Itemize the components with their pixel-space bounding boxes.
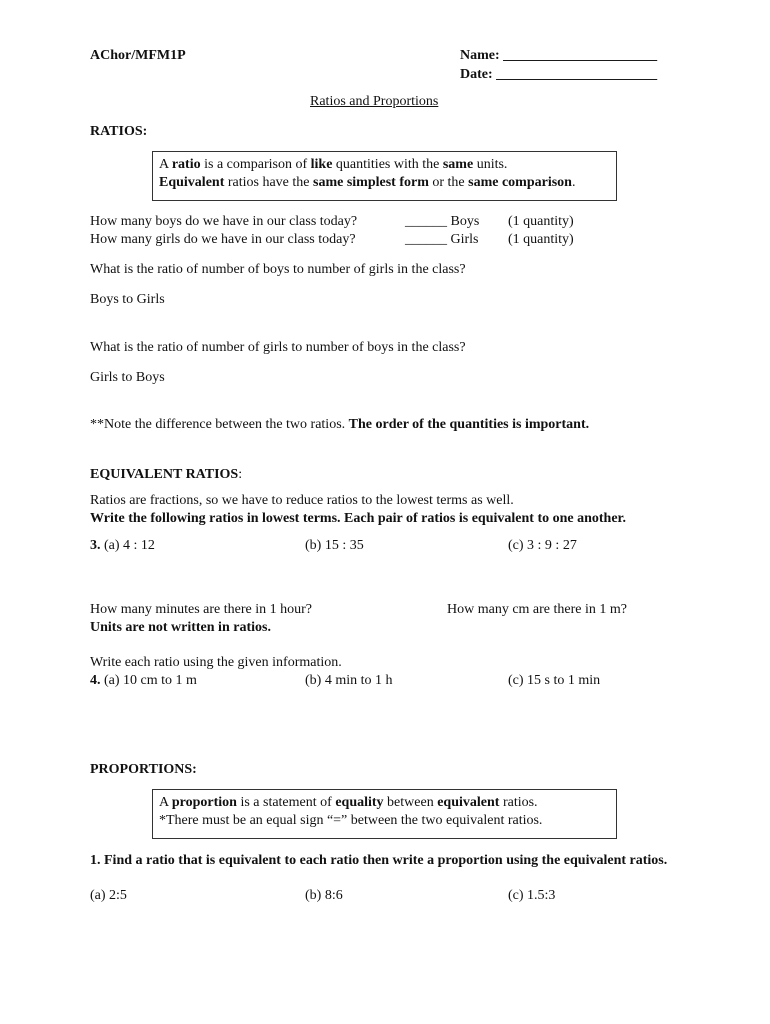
units-note: Units are not written in ratios. [90, 620, 271, 635]
text: A [159, 795, 172, 810]
proportions-heading: PROPORTIONS: [90, 762, 197, 777]
equivalent-instruction: Write the following ratios in lowest terms. Each pair of ratios is equivalent to one another. [90, 511, 626, 526]
text: ratios. [499, 795, 538, 810]
name-field: Name: ______________________ [460, 48, 658, 63]
question-number: 3. [90, 538, 101, 553]
question-ratio-girls-boys: What is the ratio of number of girls to number of boys in the class? [90, 340, 466, 355]
question-minutes: How many minutes are there in 1 hour? [90, 602, 312, 617]
ratios-heading: RATIOS: [90, 124, 148, 139]
question-boys: How many boys do we have in our class today? [90, 214, 358, 229]
text: . [571, 175, 576, 190]
question-4b: (b) 4 min to 1 h [305, 673, 393, 688]
proportion-definition-box [152, 789, 617, 839]
ratio-definition-line-1 [159, 156, 610, 174]
proportion-item-a: (a) 2:5 [90, 888, 127, 903]
ratio-definition-box [152, 151, 617, 201]
page-title: Ratios and Proportions [310, 94, 439, 109]
girls-to-boys-label: Girls to Boys [90, 370, 165, 385]
term-like: like [310, 157, 333, 172]
heading-text: EQUIVALENT RATIOS [90, 467, 239, 482]
question-3a [90, 537, 155, 555]
question-4a [90, 672, 197, 690]
term-equivalent: Equivalent [159, 175, 225, 190]
text: units. [473, 157, 508, 172]
boys-to-girls-label: Boys to Girls [90, 292, 165, 307]
date-field: Date: _______________________ [460, 67, 658, 82]
note-emphasis: The order of the quantities is important. [348, 417, 590, 432]
item-text: (a) 10 cm to 1 m [100, 673, 197, 688]
term-equality: equality [335, 795, 384, 810]
girls-quantity: (1 quantity) [508, 232, 574, 247]
question-ratio-boys-girls: What is the ratio of number of boys to number of girls in the class? [90, 262, 466, 277]
course-code: AChor/MFM1P [90, 48, 186, 63]
question-girls: How many girls do we have in our class today? [90, 232, 356, 247]
heading-colon: : [238, 467, 243, 482]
question-4c: (c) 15 s to 1 min [508, 673, 601, 688]
boys-blank: ______ Boys [405, 214, 480, 229]
equivalent-ratios-heading [90, 466, 242, 484]
text: between [383, 795, 438, 810]
ratio-definition-line-2 [159, 174, 610, 192]
proportion-question-1: 1. Find a ratio that is equivalent to each ratio then write a proportion using the equivalent ratios. [90, 853, 668, 868]
question-3b: (b) 15 : 35 [305, 538, 364, 553]
text: is a statement of [236, 795, 336, 810]
term-same-comparison: same comparison [468, 175, 572, 190]
boys-quantity: (1 quantity) [508, 214, 574, 229]
term-proportion: proportion [171, 795, 237, 810]
text: or the [428, 175, 469, 190]
text: is a comparison of [200, 157, 311, 172]
girls-blank: ______ Girls [405, 232, 479, 247]
item-text: (a) 4 : 12 [100, 538, 155, 553]
order-note [90, 416, 589, 434]
question-cm: How many cm are there in 1 m? [447, 602, 627, 617]
term-ratio: ratio [171, 157, 201, 172]
question-number: 4. [90, 673, 101, 688]
term-equivalent: equivalent [437, 795, 500, 810]
text: ratios have the [224, 175, 313, 190]
term-same: same [442, 157, 474, 172]
text: A [159, 157, 172, 172]
proportion-item-c: (c) 1.5:3 [508, 888, 556, 903]
note-text: **Note the difference between the two ratios. [90, 417, 349, 432]
question-3c: (c) 3 : 9 : 27 [508, 538, 577, 553]
proportion-definition-line-2: *There must be an equal sign “=” between the two equivalent ratios. [159, 813, 543, 828]
equivalent-intro: Ratios are fractions, so we have to reduce ratios to the lowest terms as well. [90, 493, 514, 508]
term-same-simplest-form: same simplest form [313, 175, 429, 190]
proportion-item-b: (b) 8:6 [305, 888, 343, 903]
write-each-instruction: Write each ratio using the given information. [90, 655, 342, 670]
text: quantities with the [332, 157, 443, 172]
proportion-definition-line-1 [159, 794, 610, 812]
